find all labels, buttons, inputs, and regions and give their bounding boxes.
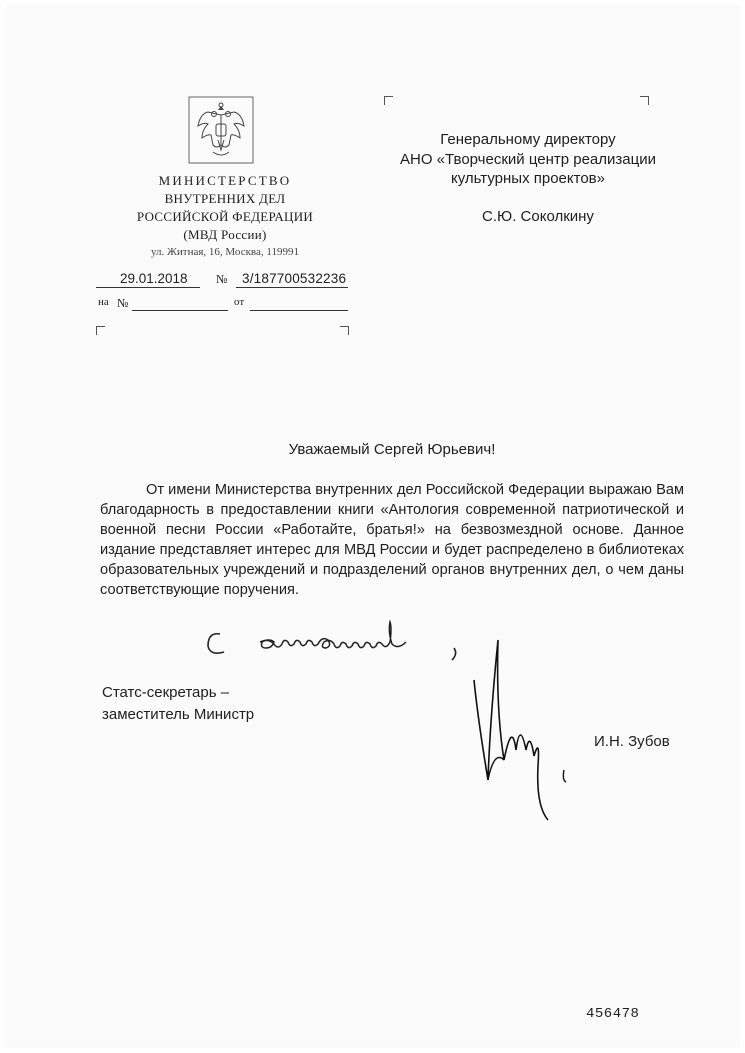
ministry-line: МИНИСТЕРСТВО bbox=[158, 173, 292, 188]
signer-position-line1: Статс-секретарь – bbox=[102, 684, 230, 701]
letter-body: От имени Министерства внутренних дел Российской Федерации выражаю Вам благодарность в предоставлении книги «Антология современной патриотической и военной песни России «Работайте, братья!» на безвозмездной основе. Данное издание представляет интерес для МВД России и будет распределено в библиотеках образовательных учреждений и подразделений органов внутренних дел, о чем даны соответствующие поручения. bbox=[100, 482, 684, 598]
greeting: Уважаемый Сергей Юрьевич! bbox=[288, 441, 496, 458]
ministry-line: ВНУТРЕННИХ ДЕЛ bbox=[164, 191, 286, 206]
number-underline bbox=[236, 287, 348, 288]
letter-number: 3/187700532236 bbox=[242, 271, 347, 286]
ministry-line: РОССИЙСКОЙ ФЕДЕРАЦИИ bbox=[136, 209, 314, 224]
signature bbox=[466, 630, 586, 830]
ref-date-line bbox=[250, 310, 348, 311]
recipient-line: Генеральному директору bbox=[440, 131, 616, 148]
corner-mark bbox=[384, 96, 393, 105]
letter-date: 29.01.2018 bbox=[120, 271, 188, 286]
corner-mark bbox=[340, 326, 349, 335]
coat-of-arms-emblem bbox=[188, 96, 254, 164]
corner-mark bbox=[640, 96, 649, 105]
ref-on-label: на bbox=[98, 296, 109, 308]
signer-name: И.Н. Зубов bbox=[594, 733, 670, 750]
number-symbol: № bbox=[216, 272, 228, 286]
corner-mark bbox=[96, 326, 105, 335]
recipient-block bbox=[380, 130, 676, 189]
ministry-address: ул. Житная, 16, Москва, 119991 bbox=[151, 246, 299, 258]
recipient-line: культурных проектов» bbox=[451, 170, 605, 187]
date-underline bbox=[96, 287, 200, 288]
ref-number-line bbox=[132, 310, 228, 311]
ministry-line: (МВД России) bbox=[183, 227, 267, 242]
signer-position-line2: заместитель Министр bbox=[102, 706, 255, 723]
recipient-name: С.Ю. Соколкину bbox=[482, 208, 594, 225]
recipient-line: АНО «Творческий центр реализации bbox=[400, 150, 656, 168]
ref-from-label: от bbox=[234, 296, 245, 308]
handwritten-closing bbox=[204, 620, 474, 668]
ministry-name bbox=[110, 172, 340, 244]
ref-number-symbol: № bbox=[117, 296, 129, 310]
document-number: 456478 bbox=[586, 1006, 640, 1022]
